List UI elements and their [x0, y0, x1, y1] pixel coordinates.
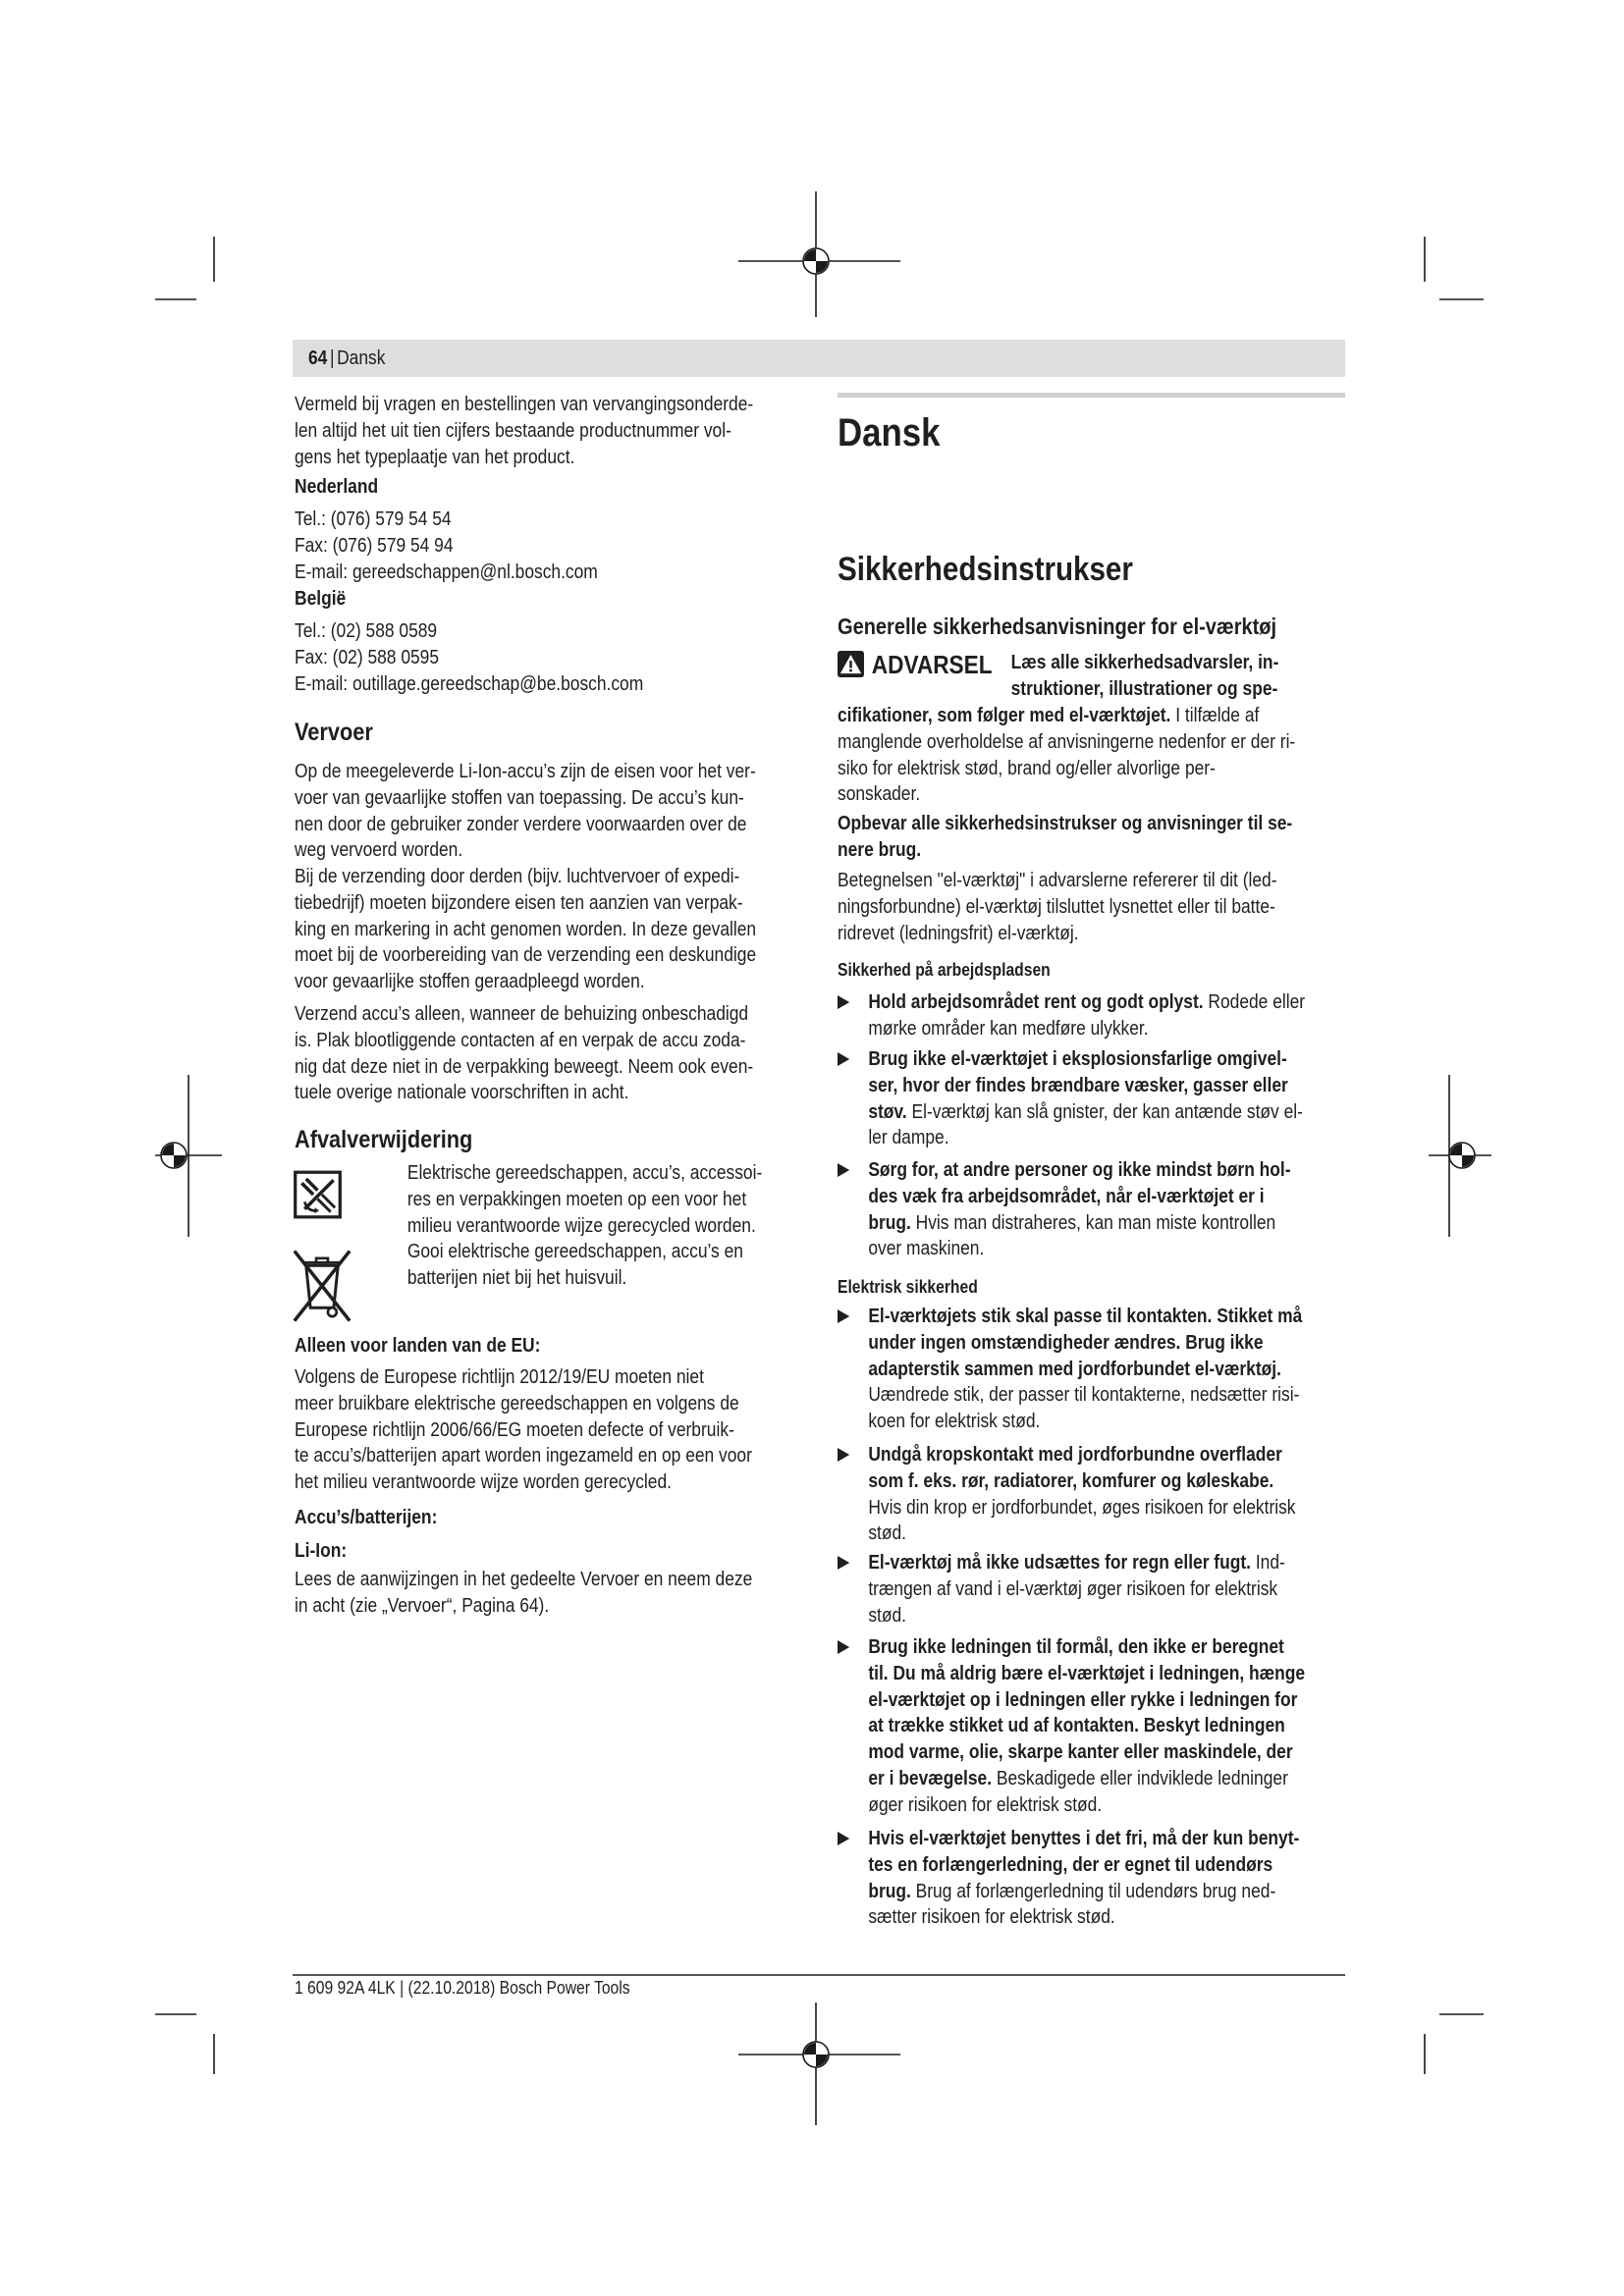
text-line: voer van gevaarlijke stoffen van toepassing. De accu’s kun-	[295, 786, 744, 809]
regular-text: Beskadigede eller indviklede ledninger	[992, 1767, 1288, 1789]
text-line	[838, 703, 1295, 729]
batteries-heading: Accu’s/batterijen:	[295, 1507, 438, 1528]
text-line	[868, 1792, 1305, 1819]
bullet-text	[868, 1442, 1295, 1547]
text-line	[868, 1852, 1299, 1879]
bullet-arrow-icon	[838, 1052, 849, 1066]
text-line	[868, 1073, 1303, 1099]
contact-details-belgie	[295, 618, 643, 697]
intro-paragraph	[295, 392, 753, 470]
text-line	[868, 1468, 1295, 1495]
text-line	[838, 837, 1292, 864]
bold-text: ser, hvor der findes brændbare væsker, gasser eller	[868, 1074, 1288, 1096]
contact-details-nederland	[295, 507, 598, 585]
registration-mark-icon	[1429, 1075, 1491, 1237]
text-line	[868, 1330, 1302, 1357]
text-line: Europese richtlijn 2006/66/EG moeten defecte of verbruik-	[295, 1418, 734, 1441]
text-line	[868, 1409, 1302, 1435]
bullet-text	[868, 1046, 1303, 1151]
text-line: in acht (zie „Vervoer“, Pagina 64).	[295, 1594, 550, 1617]
section-title: Sikkerhedsinstrukser	[838, 551, 1133, 588]
registration-quadrant	[816, 2055, 828, 2066]
crop-mark-top-left	[155, 237, 214, 299]
regular-text: Rodede eller	[1203, 991, 1306, 1013]
bold-text: Brug ikke el-værktøjet i eksplosionsfarlige omgivel-	[868, 1048, 1287, 1070]
bullet-text	[868, 1634, 1305, 1819]
bullet-text	[868, 1826, 1299, 1931]
regular-text: siko for elektrisk stød, brand og/eller alvorlige per-	[838, 757, 1216, 779]
text-line: Gooi elektrische gereedschappen, accu’s en	[406, 1241, 743, 1263]
text-line	[868, 1713, 1305, 1739]
keep-instructions-text	[838, 811, 1292, 864]
li-ion-heading: Li-Ion:	[295, 1540, 348, 1562]
eu-paragraph	[295, 1364, 752, 1496]
text-line	[868, 1826, 1299, 1852]
text-line: tiebedrijf) moeten bijzondere eisen ten aanzien van verpak-	[295, 891, 743, 914]
text-line	[868, 1382, 1302, 1409]
crop-mark-bottom-right	[1425, 2014, 1484, 2074]
bold-text: Sørg for, at andre personer og ikke mindst børn hol-	[868, 1159, 1291, 1181]
bold-text: des væk fra arbejdsområdet, når el-værktøjet er i	[868, 1185, 1265, 1207]
footer-text: 1 609 92A 4LK | (22.10.2018) Bosch Power Tools	[295, 1978, 630, 1998]
country-heading-belgie: België	[295, 588, 347, 610]
text-line	[868, 1184, 1290, 1210]
text-line: Volgens de Europese richtlijn 2012/19/EU moeten niet	[295, 1366, 704, 1388]
electrical-safety-heading: Elektrisk sikkerhed	[838, 1277, 978, 1297]
warning-label-text: ADVARSEL	[871, 650, 993, 679]
bold-text: El-værktøj må ikke udsættes for regn eller fugt.	[868, 1552, 1251, 1574]
text-line	[868, 1495, 1295, 1522]
text-line: nig dat deze niet in de verpakking beweegt. Neem ook even-	[295, 1055, 754, 1078]
country-heading-nederland: Nederland	[295, 476, 379, 498]
bullet-text	[868, 989, 1305, 1042]
registration-quadrant	[804, 2043, 816, 2055]
text-line: Op de meegeleverde Li-Ion-accu’s zijn de eisen voor het ver-	[295, 761, 756, 782]
text-line	[868, 1904, 1299, 1931]
general-safety-heading: Generelle sikkerhedsanvisninger for el-værktøj	[838, 614, 1277, 639]
text-line	[868, 989, 1305, 1016]
text-line	[868, 1442, 1295, 1468]
text-line: nen door de gebruiker zonder verdere voorwaarden over de	[295, 813, 747, 835]
transport-paragraph	[295, 759, 756, 864]
regular-text: Hvis din krop er jordforbundet, øges risikoen for elektrisk	[868, 1496, 1296, 1519]
bold-text: Brug ikke ledningen til formål, den ikke er beregnet	[868, 1636, 1284, 1658]
registration-quadrant	[174, 1155, 186, 1167]
text-line: Fax: (02) 588 0595	[295, 646, 440, 668]
bullet-arrow-icon	[838, 1556, 849, 1570]
section-heading-disposal: Afvalverwijdering	[295, 1126, 473, 1153]
text-line: tuele overige nationale voorschriften in acht.	[295, 1082, 629, 1104]
text-line	[1011, 676, 1279, 703]
text-line: voor gevaarlijke stoffen geraadpleegd worden.	[295, 971, 645, 993]
bold-text: som f. eks. rør, radiatorer, komfurer og køleskabe.	[868, 1469, 1274, 1492]
regular-text: Brug af forlængerledning til udendørs brug ned-	[910, 1880, 1276, 1902]
bold-text: tes en forlængerledning, der er egnet til udendørs	[868, 1853, 1273, 1876]
warning-lead-text	[1011, 650, 1279, 703]
text-line	[868, 1766, 1305, 1792]
bold-text: Opbevar alle sikkerhedsinstrukser og anvisninger til se-	[838, 813, 1293, 834]
regular-text: Hvis man distraheres, kan man miste kontrollen	[910, 1211, 1276, 1234]
bold-text: el-værktøjet op i ledningen eller rykke i ledningen for	[868, 1688, 1298, 1711]
text-line: E-mail: outillage.gereedschap@be.bosch.com	[295, 672, 644, 695]
bold-text: cifikationer, som følger med el-værktøjet.	[838, 705, 1171, 726]
section-heading-transport: Vervoer	[295, 719, 373, 746]
bold-text: struktioner, illustrationer og spe-	[1010, 677, 1278, 700]
text-line	[838, 729, 1295, 756]
text-line	[868, 1099, 1303, 1126]
bullet-arrow-icon	[838, 1448, 849, 1462]
text-line: Bij de verzending door derden (bijv. luchtvervoer of expedi-	[295, 866, 740, 887]
text-line	[868, 1576, 1284, 1603]
bullet-text	[868, 1304, 1302, 1435]
text-line	[868, 1357, 1302, 1383]
text-line	[868, 1879, 1299, 1905]
transport-paragraph	[295, 1001, 753, 1106]
warning-body-text	[838, 703, 1295, 808]
bold-text: til. Du må aldrig bære el-værktøjet i ledningen, hænge	[868, 1662, 1306, 1684]
regular-text: sonskader.	[838, 783, 921, 806]
registration-quadrant	[1462, 1155, 1474, 1167]
footer-rule	[293, 1974, 1345, 1976]
right-column	[838, 0, 1345, 2296]
definition-paragraph	[838, 868, 1277, 946]
text-line	[868, 1739, 1305, 1766]
regular-text: mørke områder kan medføre ulykker.	[868, 1017, 1149, 1040]
text-line: moet bij de voorbereiding van de verzending een deskundige	[295, 944, 757, 967]
text-line	[1011, 650, 1279, 676]
bullet-arrow-icon	[838, 1832, 849, 1845]
text-line	[868, 1210, 1290, 1237]
text-line: Elektrische gereedschappen, accu’s, accessoi-	[406, 1162, 763, 1184]
bold-text: Hold arbejdsområdet rent og godt oplyst.	[868, 991, 1204, 1013]
text-line	[868, 1236, 1290, 1262]
workplace-safety-heading: Sikkerhed på arbejdspladsen	[838, 960, 1051, 980]
text-line: ridrevet (ledningsfrit) el-værktøj.	[838, 922, 1079, 944]
text-line	[838, 756, 1295, 782]
bullet-arrow-icon	[838, 1163, 849, 1177]
eu-heading: Alleen voor landen van de EU:	[295, 1335, 541, 1357]
bullet-arrow-icon	[838, 1640, 849, 1654]
text-line: Lees de aanwijzingen in het gedeelte Vervoer en neem deze	[295, 1569, 753, 1590]
header-separator: |	[329, 347, 335, 369]
registration-quadrant	[1450, 1144, 1462, 1155]
bold-text: mod varme, olie, skarpe kanter eller maskindele, der	[868, 1741, 1293, 1764]
text-line: E-mail: gereedschappen@nl.bosch.com	[295, 561, 598, 583]
regular-text: koen for elektrisk stød.	[868, 1411, 1041, 1433]
bold-text: støv.	[868, 1100, 907, 1123]
bold-text: Hvis el-værktøjet benyttes i det fri, må der kun benyt-	[868, 1828, 1300, 1849]
bold-text: brug.	[868, 1211, 911, 1234]
bullet-arrow-icon	[838, 1309, 849, 1323]
crop-mark-bottom-left	[155, 2014, 214, 2074]
text-line	[868, 1550, 1284, 1576]
text-line: ningsforbundne) el-værktøj tilsluttet lysnettet eller til batte-	[838, 895, 1275, 918]
text-line	[838, 781, 1295, 808]
text-line	[868, 1016, 1305, 1042]
text-line: te accu’s/batterijen apart worden ingezameld en op een voor	[295, 1445, 752, 1468]
text-line: gens het typeplaatje van het product.	[295, 446, 575, 468]
regular-text: ler dampe.	[868, 1127, 949, 1149]
bold-text: nere brug.	[838, 838, 922, 861]
page-number: 64	[308, 347, 328, 369]
text-line: weg vervoerd worden.	[295, 839, 463, 862]
header-section: Dansk	[337, 347, 386, 369]
text-line	[868, 1125, 1303, 1151]
bold-text: adapterstik sammen med jordforbundet el-værktøj.	[868, 1358, 1281, 1380]
text-line: len altijd het uit tien cijfers bestaande productnummer vol-	[295, 419, 731, 442]
text-line	[868, 1634, 1305, 1661]
text-line: is. Plak blootliggende contacten af en verpak de accu zoda-	[295, 1029, 746, 1051]
text-line: Tel.: (076) 579 54 54	[295, 508, 452, 530]
registration-quadrant	[816, 261, 828, 273]
text-line: res en verpakkingen moeten op een voor het	[406, 1188, 747, 1210]
text-line: batterijen niet bij het huisvuil.	[406, 1267, 627, 1290]
bold-text: El-værktøjets stik skal passe til kontakten. Stikket må	[868, 1306, 1303, 1327]
text-line	[868, 1046, 1303, 1073]
bold-text: brug.	[868, 1880, 911, 1902]
bullet-text	[868, 1157, 1290, 1262]
text-line: meer bruikbare elektrische gereedschappen en volgens de	[295, 1392, 739, 1415]
text-line: Verzend accu’s alleen, wanneer de behuizing onbeschadigd	[295, 1003, 749, 1025]
regular-text: Uændrede stik, der passer til kontakterne, nedsætter risi-	[868, 1384, 1300, 1407]
text-line	[868, 1603, 1284, 1629]
regular-text: stød.	[868, 1522, 906, 1545]
regular-text: El-værktøj kan slå gnister, der kan antænde støv el-	[906, 1100, 1303, 1123]
bold-text: er i bevægelse.	[868, 1767, 993, 1789]
registration-quadrant	[804, 249, 816, 261]
registration-mark-icon	[155, 1075, 222, 1237]
language-title: Dansk	[838, 411, 941, 454]
registration-quadrant	[162, 1144, 174, 1155]
bold-text: Læs alle sikkerhedsadvarsler, in-	[1010, 652, 1279, 673]
text-line: Fax: (076) 579 54 94	[295, 534, 454, 557]
regular-text: øger risikoen for elektrisk stød.	[868, 1793, 1103, 1816]
text-line: milieu verantwoorde wijze gerecycled worden.	[406, 1214, 756, 1237]
text-line	[868, 1157, 1290, 1184]
text-line	[868, 1661, 1305, 1687]
text-line	[868, 1687, 1305, 1714]
bullet-arrow-icon	[838, 995, 849, 1009]
text-line: king en markering in acht genomen worden. In deze gevallen	[295, 918, 757, 940]
regular-text: I tilfælde af	[1170, 705, 1260, 726]
li-ion-paragraph	[295, 1567, 752, 1620]
text-line: Tel.: (02) 588 0589	[295, 620, 438, 642]
regular-text: stød.	[868, 1604, 906, 1627]
regular-text: over maskinen.	[868, 1238, 985, 1260]
text-line	[838, 811, 1292, 837]
bold-text: Undgå kropskontakt med jordforbundne overflader	[868, 1444, 1282, 1466]
disposal-icon-text	[407, 1160, 762, 1292]
warning-triangle-icon	[838, 651, 864, 677]
text-line: het milieu verantwoorde wijze worden gerecycled.	[295, 1471, 672, 1494]
bullet-text	[868, 1550, 1284, 1629]
text-line: Vermeld bij vragen en bestellingen van vervangingsonderde-	[295, 394, 754, 415]
regular-text: Ind-	[1250, 1552, 1285, 1574]
bold-text: under ingen omstændigheder ændres. Brug ikke	[868, 1331, 1264, 1354]
regular-text: sætter risikoen for elektrisk stød.	[868, 1906, 1115, 1929]
regular-text: trængen af vand i el-værktøj øger risikoen for elektrisk	[868, 1577, 1278, 1600]
left-column	[295, 0, 805, 2296]
transport-paragraph	[295, 864, 756, 995]
text-line	[868, 1304, 1302, 1330]
crop-mark-top-right	[1425, 237, 1484, 299]
bold-text: at trække stikket ud af kontakten. Beskyt ledningen	[868, 1715, 1285, 1737]
text-line	[868, 1521, 1295, 1547]
regular-text: manglende overholdelse af anvisningerne nedenfor er der ri-	[838, 730, 1296, 753]
text-line: Betegnelsen "el-værktøj" i advarslerne refererer til dit (led-	[838, 870, 1277, 891]
